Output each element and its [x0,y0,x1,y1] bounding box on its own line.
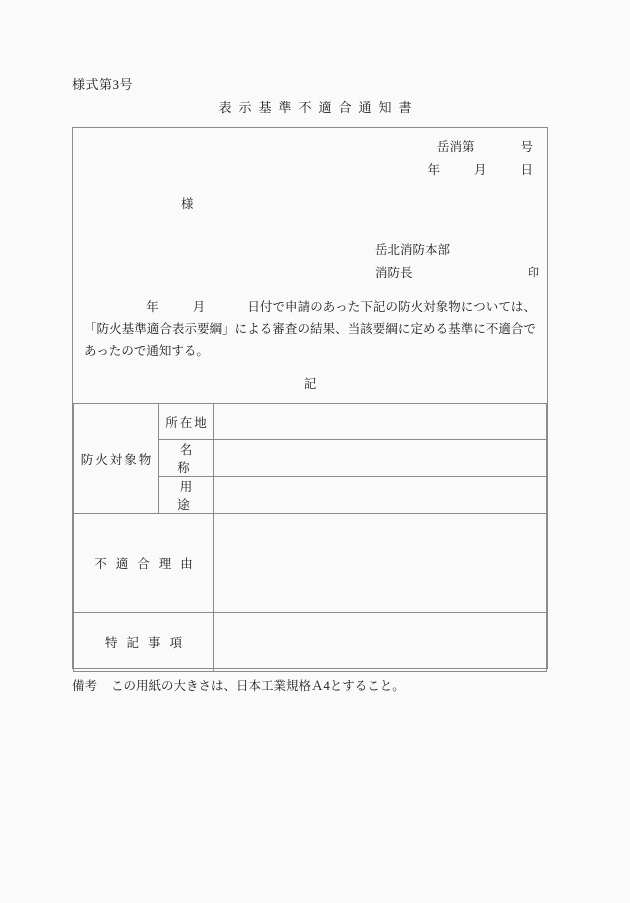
form-number-label: 様式第3号 [72,77,134,92]
issuer-title: 消防長 [375,266,413,280]
remark-text: この用紙の大きさは、日本工業規格Ａ4とすること。 [111,679,405,693]
nonconformity-reason-label: 不適合理由 [74,514,214,613]
usage-value[interactable] [214,477,547,514]
seal-icon: 印 [528,267,539,279]
date-year-label: 年 [427,163,440,177]
date-month-label: 月 [473,163,487,177]
notice-body-text [84,296,536,362]
form-detail-table [73,404,547,672]
remark-line [72,676,405,694]
name-value[interactable] [214,440,547,477]
location-label: 所在地 [159,404,214,440]
usage-label: 用 途 [159,477,214,514]
table-row [74,613,547,672]
addressee-honorific: 様 [181,197,194,211]
notice-form-box [72,127,548,669]
document-number-suffix: 号 [520,140,533,154]
nonconformity-reason-value[interactable] [214,514,547,613]
ki-marker: 記 [303,377,317,391]
building-group-label: 防火対象物 [74,404,159,514]
location-value[interactable] [214,404,547,440]
document-date-line [427,160,533,178]
document-title: 表示基準不適合通知書 [218,100,419,115]
special-notes-label: 特記事項 [74,613,214,672]
remark-label: 備考 [72,679,98,693]
special-notes-value[interactable] [214,613,547,672]
form-header-block [73,128,547,404]
body-year-label: 年 [146,300,159,314]
body-paragraph: 日付で申請のあった下記の防火対象物については、「防火基準適合表示要綱」による審査の結果、当該要綱に定める基準に不適合であったので通知する。 [84,300,536,358]
document-number-label: 岳消第 [436,140,475,154]
name-label: 名 称 [159,440,214,477]
issuer-organization: 岳北消防本部 [375,243,451,257]
issuer-title-row [375,263,539,281]
document-number-line [437,137,533,155]
body-month-label: 月 [192,300,206,314]
table-row [74,514,547,613]
date-day-label: 日 [520,163,533,177]
table-row [74,404,547,440]
